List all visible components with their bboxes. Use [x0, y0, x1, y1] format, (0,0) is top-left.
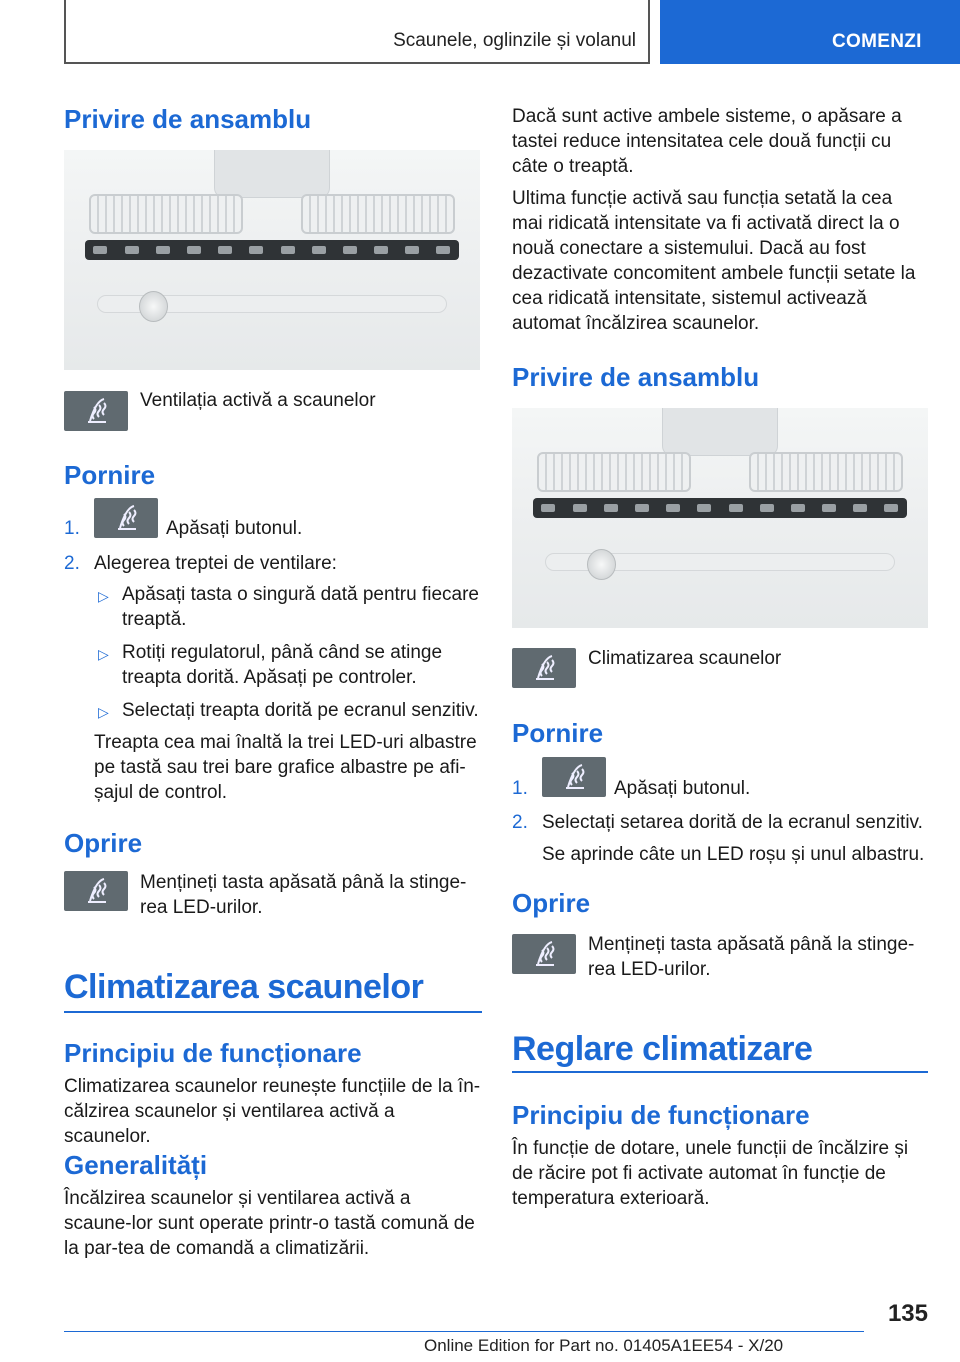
page-header — [0, 0, 960, 66]
section-rule — [64, 1011, 482, 1013]
bullet-triangle-icon: ▷ — [98, 588, 109, 604]
principle-heading: Principiu de funcționare — [64, 1038, 362, 1068]
levels-note: Treapta cea mai înaltă la trei LED-uri albastre pe tastă sau trei bare grafice albastre pe afi-șajul de control. — [94, 732, 477, 803]
stop-text: Mențineți tasta apăsată până la stinge-rea LED-urilor. — [140, 872, 467, 918]
edition-text: Online Edition for Part no. 01405A1EE54 - X/20 — [424, 1336, 784, 1355]
principle-heading: Principiu de funcționare — [512, 1100, 810, 1130]
principle-text: Climatizarea scaunelor reunește funcțiile de la în-călzirea scaunelor și ventilarea activă a scaunelor. — [64, 1076, 481, 1147]
bullet-text: Selectați treapta dorită pe ecranul senzitiv. — [122, 700, 479, 721]
seat-climate-icon — [512, 648, 576, 688]
section-title: Reglare climatizare — [512, 1030, 813, 1068]
stop-text: Mențineți tasta apăsată până la stinge-rea LED-urilor. — [588, 934, 915, 980]
step-text: Apăsați butonul. — [166, 518, 303, 539]
seat-climate-icon — [512, 934, 576, 974]
icon-caption: Climatizarea scaunelor — [588, 648, 782, 669]
page-number: 135 — [887, 1300, 928, 1327]
step-number: 1. — [512, 778, 528, 799]
start-heading: Pornire — [64, 460, 156, 490]
chapter-title: Scaunele, oglinzile și volanul — [393, 30, 636, 51]
step-note: Se aprinde câte un LED roșu și unul albastru. — [542, 844, 925, 865]
bullet-text: Apăsați tasta o singură dată pentru fiecare treaptă. — [122, 584, 480, 630]
climate-panel-image — [512, 408, 928, 628]
seat-climate-icon — [64, 871, 128, 911]
bullet-triangle-icon: ▷ — [98, 646, 109, 662]
section-rule — [512, 1071, 928, 1073]
general-text: Încălzirea scaunelor și ventilarea activă a scaune-lor sunt operate printr-o tastă comună de la par-tea de comandă a climatizării. — [64, 1188, 475, 1259]
general-heading: Generalități — [64, 1150, 208, 1180]
footer-rule — [64, 1331, 864, 1332]
stop-heading: Oprire — [64, 828, 143, 858]
seat-ventilation-icon — [64, 391, 128, 431]
stop-heading: Oprire — [512, 888, 591, 918]
overview-heading: Privire de ansamblu — [512, 362, 760, 392]
climate-panel-image — [64, 150, 480, 370]
intro-paragraph: Dacă sunt active ambele sisteme, o apăsare a tastei reduce intensitatea cele două funcții cu câte o treaptă. — [512, 106, 902, 177]
step-number: 1. — [64, 518, 80, 539]
section-tab[interactable] — [660, 0, 960, 64]
step-number: 2. — [512, 812, 528, 833]
section-title: Climatizarea scaunelor — [64, 968, 424, 1006]
step-text: Selectați setarea dorită de la ecranul senzitiv. — [542, 812, 923, 833]
step-number: 2. — [64, 553, 80, 574]
intro-paragraph: Ultima funcție activă sau funcția setată la cea mai ridicată intensitate va fi activată direct la o nouă conectare a sistemului. Dacă au fost dezactivate concomitent ambele funcții setate la cea ridicată intensitate, sistemul activează automat încălzirea scaunelor. — [512, 188, 916, 334]
principle-text: În funcție de dotare, unele funcții de încălzire și de răcire pot fi activate automat în funcție de temperatura exterioară. — [512, 1138, 909, 1209]
bullet-triangle-icon: ▷ — [98, 704, 109, 720]
bullet-text: Rotiți regulatorul, până când se atinge treapta dorită. Apăsați pe controler. — [122, 642, 443, 688]
start-heading: Pornire — [512, 718, 604, 748]
seat-ventilation-button-icon — [94, 498, 158, 538]
overview-heading: Privire de ansamblu — [64, 104, 312, 134]
step-text: Alegerea treptei de ventilare: — [94, 553, 337, 574]
icon-caption: Ventilația activă a scaunelor — [140, 390, 376, 411]
chapter-box — [64, 0, 650, 64]
section-tab-label: COMENZI — [832, 31, 922, 52]
step-text: Apăsați butonul. — [614, 778, 751, 799]
seat-climate-button-icon — [542, 757, 606, 797]
